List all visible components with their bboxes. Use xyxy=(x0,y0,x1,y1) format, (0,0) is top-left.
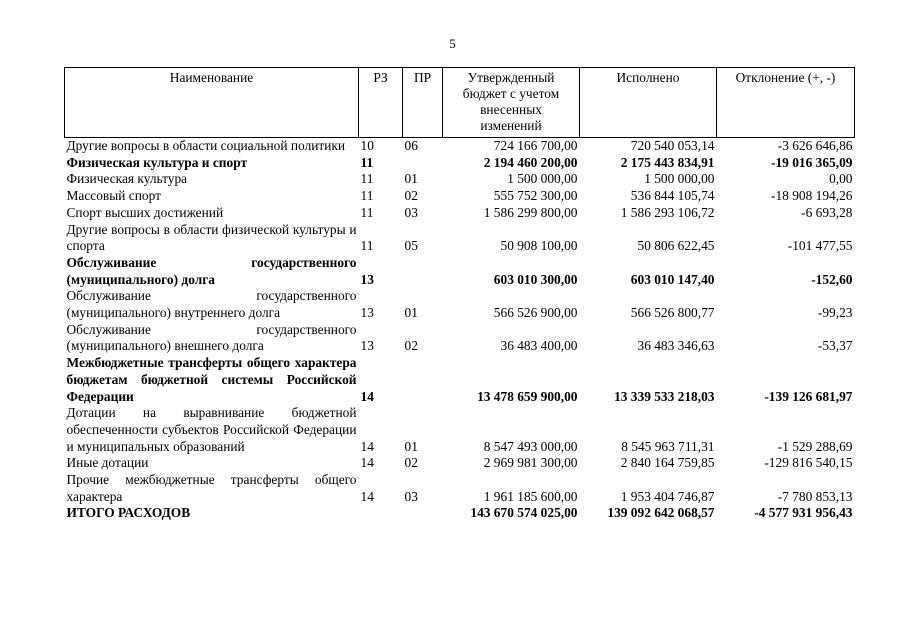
row-pr: 02 xyxy=(404,455,418,471)
row-pr xyxy=(403,155,443,172)
row-executed: 2 175 443 834,91 xyxy=(620,154,715,170)
row-executed: 2 840 164 759,85 xyxy=(620,455,715,471)
row-deviation: -129 816 540,15 xyxy=(764,455,853,471)
row-rz: 11 xyxy=(360,171,374,187)
row-deviation: -18 908 194,26 xyxy=(771,188,853,204)
row-name: Обслуживание государственного (муниципального) долга xyxy=(66,254,357,287)
row-rz: 13 xyxy=(360,305,374,321)
total-executed: 139 092 642 068,57 xyxy=(607,505,715,521)
table-row xyxy=(65,138,855,155)
row-approved: 1 500 000,00 xyxy=(507,171,578,187)
row-name: Спорт высших достижений xyxy=(66,204,224,220)
table-row xyxy=(65,188,855,205)
row-executed: 603 010 147,40 xyxy=(630,271,715,287)
row-name: Обслуживание государственного (муниципального) внутреннего долга xyxy=(66,288,357,321)
row-deviation: -6 693,28 xyxy=(801,204,853,220)
row-rz: 11 xyxy=(360,238,374,254)
row-rz: 13 xyxy=(360,271,374,287)
table-row xyxy=(65,222,855,255)
row-approved: 1 961 185 600,00 xyxy=(483,488,578,504)
table-row xyxy=(65,155,855,172)
row-approved: 555 752 300,00 xyxy=(493,188,578,204)
row-deviation: -152,60 xyxy=(811,271,853,287)
row-name: Иные дотации xyxy=(66,455,149,471)
row-name: Другие вопросы в области социальной политики xyxy=(66,138,346,153)
row-executed: 1 586 293 106,72 xyxy=(620,204,715,220)
row-rz: 14 xyxy=(360,438,374,454)
row-pr: 01 xyxy=(404,438,418,454)
row-pr: 05 xyxy=(404,238,418,254)
row-name: Физическая культура xyxy=(66,171,188,187)
row-rz: 11 xyxy=(360,204,374,220)
row-deviation: 0,00 xyxy=(829,171,853,187)
row-deviation: -99,23 xyxy=(817,305,853,321)
row-pr: 02 xyxy=(404,338,418,354)
table-row xyxy=(65,322,855,355)
row-executed: 536 844 105,74 xyxy=(630,188,715,204)
row-approved: 8 547 493 000,00 xyxy=(483,438,578,454)
row-approved: 13 478 659 900,00 xyxy=(477,388,578,404)
row-pr: 06 xyxy=(404,138,418,153)
total-row xyxy=(65,505,855,522)
row-executed: 8 545 963 711,31 xyxy=(621,438,715,454)
row-name: Прочие межбюджетные трансферты общего характера xyxy=(66,472,357,504)
row-deviation: -139 126 681,97 xyxy=(764,388,853,404)
total-name: ИТОГО РАСХОДОВ xyxy=(66,505,191,521)
total-deviation: -4 577 931 956,43 xyxy=(754,505,853,521)
row-rz: 10 xyxy=(360,138,374,153)
table-row xyxy=(65,205,855,222)
row-rz: 11 xyxy=(360,188,374,204)
table-row xyxy=(65,255,855,288)
header-rz: РЗ xyxy=(359,68,403,138)
header-deviation: Отклонение (+, -) xyxy=(717,68,855,138)
row-name: Дотации на выравнивание бюджетной обеспеченности субъектов Российской Федерации и муниципальных образований xyxy=(66,405,357,454)
row-executed: 13 339 533 218,03 xyxy=(614,388,715,404)
row-approved: 603 010 300,00 xyxy=(493,271,578,287)
budget-table xyxy=(64,67,855,522)
header-pr: ПР xyxy=(403,68,443,138)
row-approved: 2 969 981 300,00 xyxy=(483,455,578,471)
table-row xyxy=(65,171,855,188)
row-pr xyxy=(403,355,443,405)
row-name: Физическая культура и спорт xyxy=(66,154,248,170)
row-approved: 1 586 299 800,00 xyxy=(483,204,578,220)
table-row xyxy=(65,455,855,472)
header-executed: Исполнено xyxy=(580,68,717,138)
row-approved: 50 908 100,00 xyxy=(500,238,578,254)
total-pr xyxy=(403,505,443,522)
row-approved: 724 166 700,00 xyxy=(493,138,578,153)
row-pr: 03 xyxy=(404,488,418,504)
row-rz: 14 xyxy=(360,388,374,404)
row-approved: 566 526 900,00 xyxy=(493,305,578,321)
row-executed: 50 806 622,45 xyxy=(637,238,715,254)
table-row xyxy=(65,405,855,455)
row-deviation: -3 626 646,86 xyxy=(777,138,853,153)
row-rz: 14 xyxy=(360,455,374,471)
row-executed: 1 953 404 746,87 xyxy=(620,488,715,504)
row-approved: 36 483 400,00 xyxy=(500,338,578,354)
row-executed: 566 526 800,77 xyxy=(630,305,715,321)
row-deviation: -101 477,55 xyxy=(787,238,853,254)
row-pr: 01 xyxy=(404,171,418,187)
header-name: Наименование xyxy=(65,68,359,138)
header-approved: Утвержденный бюджет с учетом внесенных изменений xyxy=(443,68,580,138)
row-name: Обслуживание государственного (муниципального) внешнего долга xyxy=(66,321,357,354)
page-number: 5 xyxy=(449,36,456,51)
row-deviation: -1 529 288,69 xyxy=(777,438,853,454)
row-deviation: -7 780 853,13 xyxy=(777,488,853,504)
table-header-row xyxy=(65,68,855,138)
row-deviation: -53,37 xyxy=(817,338,853,354)
row-deviation: -19 016 365,09 xyxy=(771,154,853,170)
row-name: Межбюджетные трансферты общего характера бюджетам бюджетной системы Российской Федерации xyxy=(66,355,357,404)
row-name: Массовый спорт xyxy=(66,188,161,204)
row-pr: 01 xyxy=(404,305,418,321)
row-executed: 36 483 346,63 xyxy=(637,338,715,354)
total-rz xyxy=(359,505,403,522)
row-executed: 1 500 000,00 xyxy=(644,171,715,187)
row-rz: 13 xyxy=(360,338,374,354)
row-pr: 03 xyxy=(404,204,418,220)
table-row xyxy=(65,472,855,505)
row-name: Другие вопросы в области физической культуры и спорта xyxy=(66,221,357,254)
row-executed: 720 540 053,14 xyxy=(630,138,715,153)
row-pr: 02 xyxy=(404,188,418,204)
table-row xyxy=(65,288,855,321)
row-rz: 11 xyxy=(360,154,374,170)
table-row xyxy=(65,355,855,405)
row-approved: 2 194 460 200,00 xyxy=(483,154,578,170)
row-pr xyxy=(403,255,443,288)
total-approved: 143 670 574 025,00 xyxy=(470,505,578,521)
row-rz: 14 xyxy=(360,488,374,504)
